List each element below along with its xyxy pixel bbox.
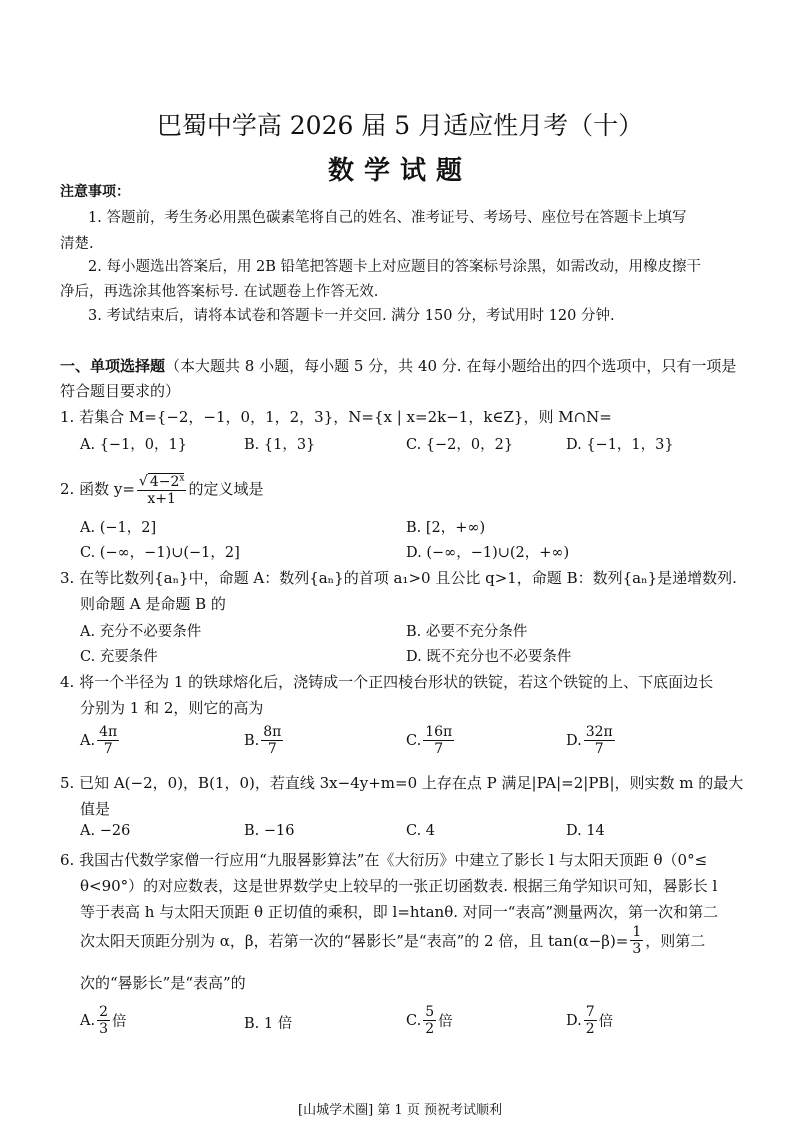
fraction-numerator: 2 [99,1004,109,1020]
section-1-heading: 一、单项选择题 [60,357,166,375]
fraction-numerator: 7 [585,1004,595,1020]
question-6-line-4-post: ，则第二 [645,932,706,950]
notice-item-2: 2. 每小题选出答案后，用 2B 铅笔把答题卡上对应题目的答案标号涂黑，如需改动，用橡皮擦干 [88,259,702,275]
exam-title: 巴蜀中学高 2026 届 5 月适应性月考（十） [156,111,644,140]
question-2-prefix: 2. 函数 y= [60,479,135,498]
question-1-option-c: C. {−2，0，2} [406,437,514,453]
question-6-line-4-pre: 次太阳天顶距分别为 α，β，若第一次的“晷影长”是“表高”的 2 倍，且 tan(α−β)= [80,932,629,950]
question-6-line-4 [80,924,705,957]
option-b-fraction [261,724,283,757]
question-1-option-b: B. {1，3} [244,437,316,453]
question-2-denominator: x+1 [147,490,176,507]
fraction-denominator: 7 [103,741,113,757]
fraction-numerator: 8π [263,724,282,740]
question-6-line-1: 6. 我国古代数学家僧一行应用“九服晷影算法”在《大衍历》中建立了影长 l 与太阳天顶距 θ（0°≤ [60,851,708,869]
fraction-numerator: 32π [585,724,613,740]
question-6-option-d [566,1004,613,1037]
fraction-numerator: 16π [425,724,453,740]
option-d-fraction [584,724,615,757]
question-3-option-a: A. 充分不必要条件 [80,624,202,640]
section-1-desc: （本大题共 8 小题，每小题 5 分，共 40 分. 在每小题给出的四个选项中，只有一项是 [165,357,737,375]
question-2-numerator: √ $4-2^x$ [137,470,187,491]
question-6-option-c [406,1004,453,1037]
option-c-fraction [423,724,454,757]
option-c-fraction [423,1004,436,1037]
question-2-suffix: 的定义域是 [188,479,264,498]
question-6-line-2: θ<90°）的对应数表，这是世界数学史上较早的一张正切函数表. 根据三角学知识可知，晷影长 l [80,877,718,895]
question-4-option-d [566,724,617,757]
exam-subtitle: 数学试题 [327,156,472,186]
option-d-unit: 倍 [598,1014,614,1030]
fraction-numerator: 1 [632,924,642,940]
question-2-exponent: x [179,473,185,483]
question-1-option-d: D. {−1，1，3} [566,437,674,453]
notice-item-3: 3. 考试结束后，请将本试卷和答题卡一并交回. 满分 150 分，考试用时 120 分钟. [88,308,615,324]
question-2-fraction [137,470,187,507]
question-4-option-b [244,724,285,757]
question-2-option-b: B. [2，+∞) [406,520,486,536]
option-a-fraction [97,1004,110,1037]
option-c-label: C. [406,732,422,749]
question-4-stem-cont: 分别为 1 和 2，则它的高为 [80,699,264,717]
question-2-radicand: 4−2 [149,473,180,490]
fraction-denominator: 7 [594,741,604,757]
fraction-numerator: 4π [99,724,118,740]
fraction-numerator: 5 [425,1004,435,1020]
question-5-option-a: A. −26 [80,823,131,839]
question-3-stem-cont: 则命题 A 是命题 B 的 [80,595,226,613]
fraction-denominator: 7 [267,741,277,757]
question-6-fraction [630,924,643,957]
question-6-line-5: 次的“晷影长”是“表高”的 [80,974,246,992]
option-d-fraction [584,1004,597,1037]
option-a-fraction [97,724,119,757]
notice-item-1: 1. 答题前，考生务必用黑色碳素笔将自己的姓名、准考证号、考场号、座位号在答题卡上填写 [88,210,687,226]
question-6-option-a [80,1004,127,1037]
question-5-stem-cont: 值是 [80,800,111,818]
question-5-option-d: D. 14 [566,823,605,839]
question-1-option-a: A. {−1，0，1} [80,437,187,453]
option-b-label: B. [244,732,260,749]
option-a-label: A. [80,1012,96,1029]
fraction-denominator: 3 [632,941,642,957]
question-6-option-b: B. 1 倍 [244,1016,293,1032]
option-d-label: D. [566,1012,582,1029]
question-2-option-c: C. (−∞，−1)∪(−1，2] [80,545,240,561]
fraction-denominator: 3 [99,1021,109,1037]
fraction-denominator: 2 [425,1021,435,1037]
question-2-option-d: D. (−∞，−1)∪(2，+∞) [406,545,570,561]
notice-item-1-cont: 清楚. [60,236,94,252]
notice-item-2-cont: 净后，再选涂其他答案标号. 在试题卷上作答无效. [60,284,379,300]
option-c-label: C. [406,1012,422,1029]
option-a-label: A. [80,732,96,749]
fraction-denominator: 7 [434,741,444,757]
option-a-unit: 倍 [112,1014,127,1030]
question-3-option-c: C. 充要条件 [80,649,158,665]
question-2-stem [60,470,263,507]
question-5-option-c: C. 4 [406,823,436,839]
question-5-stem: 5. 已知 A(−2，0)，B(1，0)，若直线 3x−4y+m=0 上存在点 P 满足|PA|=2|PB|，则实数 m 的最大 [60,774,744,792]
option-c-unit: 倍 [438,1014,453,1030]
question-5-option-b: B. −16 [244,823,295,839]
page-footer: [山城学术圈] 第 1 页 预祝考试顺利 [298,1103,502,1118]
fraction-denominator: 2 [585,1021,595,1037]
question-3-option-d: D. 既不充分也不必要条件 [406,649,572,665]
question-1-stem: 1. 若集合 M={−2，−1，0，1，2，3}，N={x | x=2k−1，k∈Z}，则 M∩N= [60,408,612,426]
question-3-option-b: B. 必要不充分条件 [406,624,528,640]
question-4-stem: 4. 将一个半径为 1 的铁球熔化后，浇铸成一个正四棱台形状的铁锭，若这个铁锭的上、下底面边长 [60,673,714,691]
section-1-header [60,355,736,376]
question-2-option-a: A. (−1，2] [80,520,157,536]
option-d-label: D. [566,732,582,749]
notice-heading: 注意事项： [60,184,130,200]
question-4-option-a [80,724,121,757]
question-3-stem: 3. 在等比数列{aₙ}中，命题 A：数列{aₙ}的首项 a₁>0 且公比 q>1，命题 B：数列{aₙ}是递增数列. [60,569,737,587]
question-4-option-c [406,724,456,757]
question-6-line-3: 等于表高 h 与太阳天顶距 θ 正切值的乘积，即 l=htanθ. 对同一“表高”测量两次，第一次和第二 [80,903,719,921]
section-1-desc-cont: 符合题目要求的） [60,382,181,400]
